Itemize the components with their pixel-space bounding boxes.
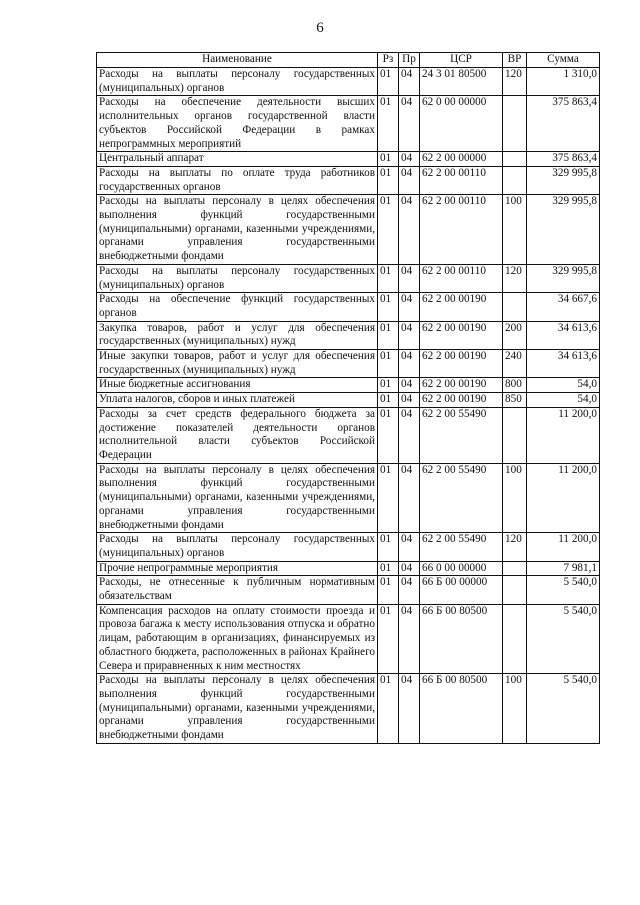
cell-pr: 04 — [399, 576, 420, 604]
cell-vr — [503, 166, 527, 194]
cell-name: Расходы на обеспечение функций государственных органов — [97, 293, 378, 321]
cell-name: Расходы за счет средств федерального бюджета за достижение показателей деятельности органов исполнительной власти субъектов Российской Федерации — [97, 407, 378, 463]
table-row — [97, 576, 600, 604]
cell-csr: 62 2 00 00190 — [420, 350, 503, 378]
cell-sum: 375 863,4 — [527, 96, 600, 152]
cell-sum: 329 995,8 — [527, 264, 600, 292]
budget-table — [96, 52, 600, 744]
cell-rz: 01 — [378, 561, 399, 576]
cell-csr: 62 2 00 00190 — [420, 293, 503, 321]
header-pr: Пр — [399, 53, 420, 68]
cell-vr: 800 — [503, 378, 527, 393]
cell-name: Иные бюджетные ассигнования — [97, 378, 378, 393]
table-row — [97, 152, 600, 167]
table-row — [97, 195, 600, 265]
cell-csr: 62 2 00 00190 — [420, 393, 503, 408]
cell-pr: 04 — [399, 264, 420, 292]
cell-pr: 04 — [399, 463, 420, 533]
cell-name: Прочие непрограммные мероприятия — [97, 561, 378, 576]
cell-rz: 01 — [378, 264, 399, 292]
cell-name: Расходы на выплаты персоналу государственных (муниципальных) органов — [97, 68, 378, 96]
cell-pr: 04 — [399, 96, 420, 152]
cell-pr: 04 — [399, 561, 420, 576]
cell-pr: 04 — [399, 393, 420, 408]
cell-name: Расходы на выплаты персоналу государственных (муниципальных) органов — [97, 533, 378, 561]
cell-pr: 04 — [399, 293, 420, 321]
cell-csr: 62 2 00 00190 — [420, 321, 503, 349]
header-vr: ВР — [503, 53, 527, 68]
cell-vr: 200 — [503, 321, 527, 349]
cell-vr: 100 — [503, 195, 527, 265]
cell-sum: 34 613,6 — [527, 350, 600, 378]
cell-csr: 62 0 00 00000 — [420, 96, 503, 152]
cell-name: Иные закупки товаров, работ и услуг для обеспечения государственных (муниципальных) нужд — [97, 350, 378, 378]
table-row — [97, 674, 600, 744]
cell-sum: 11 200,0 — [527, 533, 600, 561]
header-rz: Рз — [378, 53, 399, 68]
cell-vr: 120 — [503, 533, 527, 561]
table-row — [97, 604, 600, 674]
cell-sum: 5 540,0 — [527, 604, 600, 674]
table-row — [97, 321, 600, 349]
cell-name: Закупка товаров, работ и услуг для обеспечения государственных (муниципальных) нужд — [97, 321, 378, 349]
cell-vr: 240 — [503, 350, 527, 378]
cell-sum: 7 981,1 — [527, 561, 600, 576]
table-body — [97, 68, 600, 744]
cell-rz: 01 — [378, 407, 399, 463]
cell-vr — [503, 96, 527, 152]
header-name: Наименование — [97, 53, 378, 68]
header-sum: Сумма — [527, 53, 600, 68]
cell-csr: 62 2 00 55490 — [420, 463, 503, 533]
cell-vr — [503, 293, 527, 321]
cell-name: Расходы, не отнесенные к публичным нормативным обязательствам — [97, 576, 378, 604]
cell-vr — [503, 407, 527, 463]
cell-csr: 62 2 00 00110 — [420, 166, 503, 194]
cell-csr: 66 Б 00 80500 — [420, 604, 503, 674]
cell-sum: 5 540,0 — [527, 674, 600, 744]
cell-csr: 62 2 00 00000 — [420, 152, 503, 167]
cell-rz: 01 — [378, 293, 399, 321]
cell-pr: 04 — [399, 604, 420, 674]
cell-vr: 120 — [503, 68, 527, 96]
cell-sum: 11 200,0 — [527, 463, 600, 533]
cell-rz: 01 — [378, 166, 399, 194]
cell-sum: 329 995,8 — [527, 166, 600, 194]
cell-csr: 62 2 00 00110 — [420, 195, 503, 265]
table-row — [97, 166, 600, 194]
cell-rz: 01 — [378, 533, 399, 561]
table-row — [97, 68, 600, 96]
cell-pr: 04 — [399, 152, 420, 167]
cell-sum: 1 310,0 — [527, 68, 600, 96]
table-header-row — [97, 53, 600, 68]
table-row — [97, 378, 600, 393]
cell-rz: 01 — [378, 378, 399, 393]
cell-csr: 62 2 00 00110 — [420, 264, 503, 292]
cell-vr: 850 — [503, 393, 527, 408]
cell-rz: 01 — [378, 321, 399, 349]
cell-name: Центральный аппарат — [97, 152, 378, 167]
table-row — [97, 264, 600, 292]
table-row — [97, 393, 600, 408]
cell-rz: 01 — [378, 68, 399, 96]
cell-pr: 04 — [399, 195, 420, 265]
cell-pr: 04 — [399, 321, 420, 349]
table-row — [97, 561, 600, 576]
cell-vr: 100 — [503, 463, 527, 533]
table-row — [97, 407, 600, 463]
cell-pr: 04 — [399, 166, 420, 194]
cell-rz: 01 — [378, 576, 399, 604]
cell-rz: 01 — [378, 393, 399, 408]
cell-pr: 04 — [399, 378, 420, 393]
cell-name: Уплата налогов, сборов и иных платежей — [97, 393, 378, 408]
page-number: 6 — [316, 20, 324, 36]
table-row — [97, 293, 600, 321]
cell-csr: 62 2 00 55490 — [420, 407, 503, 463]
cell-rz: 01 — [378, 463, 399, 533]
header-csr: ЦСР — [420, 53, 503, 68]
table-row — [97, 533, 600, 561]
cell-name: Расходы на выплаты персоналу государственных (муниципальных) органов — [97, 264, 378, 292]
cell-csr: 66 Б 00 00000 — [420, 576, 503, 604]
cell-pr: 04 — [399, 407, 420, 463]
cell-vr — [503, 604, 527, 674]
cell-pr: 04 — [399, 350, 420, 378]
cell-rz: 01 — [378, 96, 399, 152]
table-row — [97, 350, 600, 378]
cell-rz: 01 — [378, 604, 399, 674]
cell-csr: 62 2 00 55490 — [420, 533, 503, 561]
cell-sum: 375 863,4 — [527, 152, 600, 167]
cell-name: Расходы на выплаты по оплате труда работников государственных органов — [97, 166, 378, 194]
cell-vr: 120 — [503, 264, 527, 292]
cell-sum: 11 200,0 — [527, 407, 600, 463]
cell-sum: 54,0 — [527, 378, 600, 393]
cell-csr: 66 Б 00 80500 — [420, 674, 503, 744]
cell-vr: 100 — [503, 674, 527, 744]
cell-csr: 66 0 00 00000 — [420, 561, 503, 576]
cell-sum: 5 540,0 — [527, 576, 600, 604]
cell-name: Компенсация расходов на оплату стоимости проезда и провоза багажа к месту использования отпуска и обратно лицам, работающим в организациях, финансируемых из областного бюджета, расположенных в районах Крайнего Севера и приравненных к ним местностях — [97, 604, 378, 674]
cell-rz: 01 — [378, 350, 399, 378]
cell-vr — [503, 152, 527, 167]
cell-name: Расходы на выплаты персоналу в целях обеспечения выполнения функций государственными (муниципальными) органами, казенными учреждениями, органами управления государственными внебюджетными фондами — [97, 674, 378, 744]
cell-sum: 54,0 — [527, 393, 600, 408]
cell-sum: 34 613,6 — [527, 321, 600, 349]
cell-name: Расходы на выплаты персоналу в целях обеспечения выполнения функций государственными (муниципальными) органами, казенными учреждениями, органами управления государственными внебюджетными фондами — [97, 195, 378, 265]
cell-sum: 329 995,8 — [527, 195, 600, 265]
cell-name: Расходы на выплаты персоналу в целях обеспечения выполнения функций государственными (муниципальными) органами, казенными учреждениями, органами управления государственными внебюджетными фондами — [97, 463, 378, 533]
cell-csr: 62 2 00 00190 — [420, 378, 503, 393]
table-row — [97, 96, 600, 152]
cell-pr: 04 — [399, 674, 420, 744]
cell-pr: 04 — [399, 68, 420, 96]
cell-pr: 04 — [399, 533, 420, 561]
table-row — [97, 463, 600, 533]
cell-sum: 34 667,6 — [527, 293, 600, 321]
cell-vr — [503, 576, 527, 604]
cell-rz: 01 — [378, 674, 399, 744]
cell-csr: 24 3 01 80500 — [420, 68, 503, 96]
cell-vr — [503, 561, 527, 576]
cell-name: Расходы на обеспечение деятельности высших исполнительных органов государственной власти субъектов Российской Федерации в рамках непрограммных мероприятий — [97, 96, 378, 152]
cell-rz: 01 — [378, 152, 399, 167]
cell-rz: 01 — [378, 195, 399, 265]
